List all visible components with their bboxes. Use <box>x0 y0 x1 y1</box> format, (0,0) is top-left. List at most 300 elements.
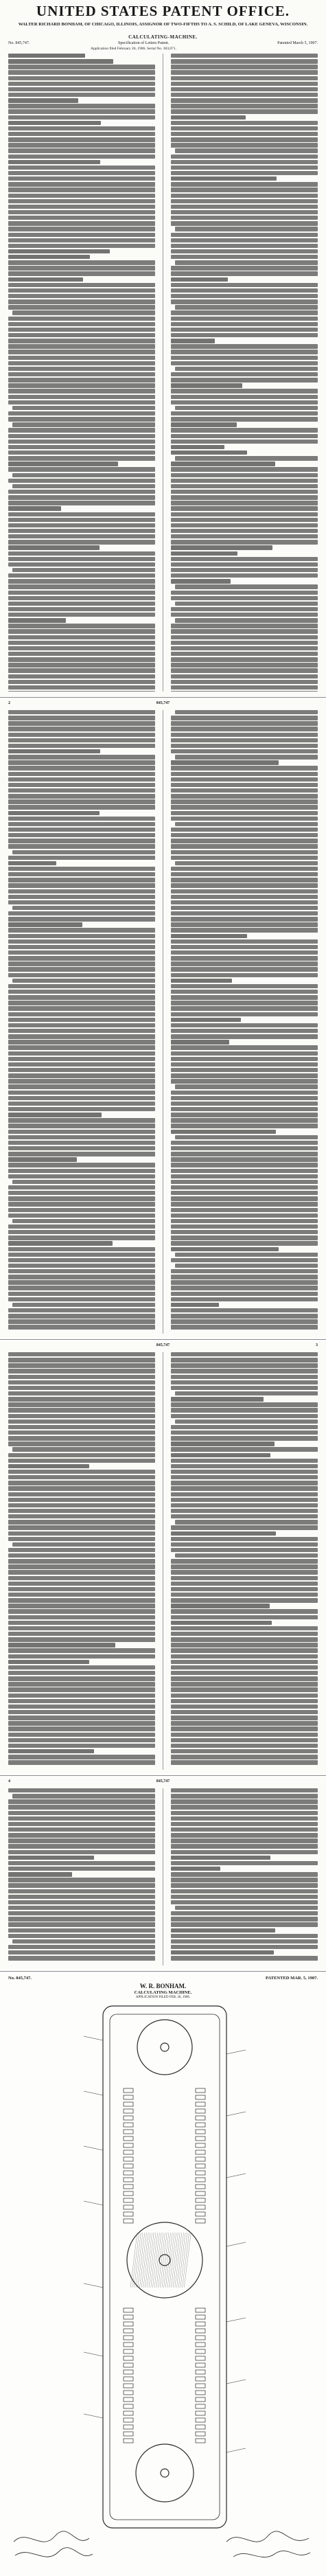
text-line <box>12 1794 155 1798</box>
text-line <box>171 1548 318 1552</box>
key-slot <box>196 2356 205 2360</box>
text-line <box>8 1509 155 1513</box>
text-line <box>8 244 155 248</box>
text-line <box>8 1292 155 1296</box>
text-line <box>171 950 318 955</box>
key-slot <box>196 2205 205 2209</box>
text-line <box>8 883 155 887</box>
text-line <box>171 1950 274 1954</box>
text-line <box>171 788 318 793</box>
text-line <box>8 540 155 544</box>
text-line <box>171 288 318 293</box>
page-patent-number: 845,747 <box>156 701 170 705</box>
text-line <box>8 1084 155 1088</box>
text-line <box>8 1654 155 1659</box>
text-line <box>8 1486 155 1490</box>
drawing-application-line: APPLICATION FILED FEB. 26, 1906. <box>135 1996 191 1999</box>
text-line <box>171 1079 318 1083</box>
text-line <box>8 1402 155 1406</box>
text-line <box>12 1939 155 1944</box>
hatch-line <box>171 2233 178 2288</box>
text-line <box>8 607 155 611</box>
text-line <box>171 1637 318 1641</box>
key-slot <box>196 2185 205 2189</box>
text-line <box>171 1503 318 1507</box>
text-line <box>171 738 318 742</box>
hatch-line <box>130 2233 137 2288</box>
text-line <box>171 844 318 848</box>
patent-page-2 <box>0 699 326 1338</box>
text-line <box>8 1498 155 1502</box>
text-line <box>171 635 318 639</box>
text-line <box>8 1726 155 1731</box>
text-line <box>12 1180 155 1184</box>
page-patent-number: 845,747 <box>156 1779 170 1783</box>
drawing-patented-date: PATENTED MAR. 5, 1907. <box>266 1976 318 1981</box>
text-line <box>175 602 318 606</box>
text-line <box>171 1721 318 1725</box>
text-line <box>171 461 275 466</box>
text-line <box>8 990 155 994</box>
text-line <box>171 945 318 949</box>
text-line <box>171 1057 318 1061</box>
text-line <box>171 1564 318 1569</box>
text-line <box>8 1453 155 1457</box>
text-line <box>12 484 155 488</box>
text-line <box>171 506 318 510</box>
text-line <box>12 1219 155 1223</box>
text-line <box>171 878 318 882</box>
text-line <box>8 333 155 337</box>
text-line <box>171 182 318 186</box>
text-line <box>171 1531 276 1536</box>
key-slot <box>124 2404 133 2408</box>
text-line <box>8 1107 155 1111</box>
text-line <box>171 333 318 337</box>
text-line <box>171 1621 272 1625</box>
text-line <box>8 691 155 692</box>
text-line <box>171 1045 318 1049</box>
text-line <box>8 176 155 181</box>
text-line <box>171 1269 318 1273</box>
text-line <box>8 917 155 921</box>
text-line <box>171 1102 318 1106</box>
text-line <box>8 266 155 270</box>
text-line <box>171 663 318 667</box>
text-line <box>171 1191 318 1195</box>
text-line <box>8 1872 72 1876</box>
text-line <box>171 967 318 971</box>
text-line <box>8 1431 155 1435</box>
text-line <box>8 1537 155 1541</box>
leader-line <box>84 2146 103 2150</box>
text-line <box>171 1275 318 1279</box>
text-line <box>8 663 155 667</box>
text-line <box>8 1230 155 1234</box>
patent-meta <box>8 41 318 51</box>
text-line <box>8 356 155 360</box>
text-line <box>8 1520 155 1524</box>
text-line <box>8 1760 155 1764</box>
hatch-line <box>156 2233 163 2288</box>
text-line <box>8 1564 155 1569</box>
text-line <box>8 1208 155 1212</box>
text-line <box>8 187 155 192</box>
text-line <box>171 277 228 282</box>
text-line <box>8 1609 155 1613</box>
text-line <box>171 1883 318 1887</box>
text-line <box>171 716 318 720</box>
text-line <box>8 1637 155 1641</box>
text-line <box>171 1297 318 1301</box>
text-line <box>8 70 155 74</box>
text-line <box>171 545 272 549</box>
leader-line <box>226 2174 246 2178</box>
text-line <box>8 1006 155 1010</box>
calculating-machine-figure <box>0 1999 326 2576</box>
text-line <box>171 1029 318 1033</box>
key-slot <box>124 2397 133 2402</box>
center-dial <box>127 2222 202 2298</box>
text-line <box>8 1386 155 1390</box>
text-line <box>8 98 78 102</box>
hatch-line <box>183 2233 189 2288</box>
text-line <box>171 1230 318 1234</box>
text-line <box>171 271 318 275</box>
text-line <box>171 479 318 483</box>
hatch-line <box>152 2233 159 2288</box>
text-line <box>8 1593 155 1597</box>
text-line <box>8 1934 155 1938</box>
text-line <box>8 1710 155 1714</box>
text-line <box>171 856 318 860</box>
text-line <box>8 716 155 720</box>
text-line <box>8 440 155 444</box>
text-line <box>8 861 56 865</box>
text-line <box>8 1464 89 1468</box>
text-line <box>8 210 155 214</box>
text-line <box>8 1325 155 1329</box>
top-dial <box>137 2020 192 2075</box>
text-line <box>8 367 155 371</box>
text-line <box>171 344 318 348</box>
leader-line <box>84 2036 103 2040</box>
text-line <box>8 1146 155 1150</box>
key-slot <box>196 2123 205 2127</box>
hatch-line <box>132 2233 139 2288</box>
text-line <box>8 939 155 944</box>
text-line <box>12 906 155 910</box>
text-line <box>8 104 155 108</box>
text-line <box>8 361 155 365</box>
text-line <box>8 1733 155 1737</box>
text-line <box>8 1671 155 1675</box>
text-line <box>171 1609 318 1613</box>
text-line <box>171 1414 318 1418</box>
text-line <box>8 928 155 932</box>
text-line <box>8 1665 155 1669</box>
text-line <box>8 1441 155 1446</box>
text-line <box>8 260 155 264</box>
text-line <box>8 1945 155 1949</box>
text-line <box>171 889 318 893</box>
text-line <box>8 534 155 538</box>
key-slot <box>196 2308 205 2312</box>
text-line <box>175 822 318 826</box>
key-slot <box>124 2391 133 2395</box>
text-line <box>8 1196 155 1200</box>
text-line <box>171 216 318 220</box>
text-line <box>171 1464 318 1468</box>
text-line <box>8 1811 155 1815</box>
key-slot <box>196 2315 205 2319</box>
text-line <box>171 82 318 86</box>
hatch-line <box>178 2233 185 2288</box>
key-slot <box>124 2418 133 2422</box>
text-line <box>8 1716 155 1720</box>
text-line <box>171 1196 318 1200</box>
text-line <box>8 950 155 955</box>
text-line <box>8 557 155 561</box>
text-line <box>171 961 318 966</box>
hatch-line <box>164 2233 171 2288</box>
text-line <box>8 434 155 438</box>
text-line <box>171 1006 318 1010</box>
text-line <box>8 1062 155 1067</box>
text-line <box>171 484 318 488</box>
text-line <box>8 93 155 97</box>
text-line <box>171 1632 318 1636</box>
text-line <box>8 1113 102 1117</box>
key-slot <box>196 2198 205 2202</box>
text-line <box>8 822 155 826</box>
text-line <box>8 749 100 753</box>
text-line <box>8 400 155 404</box>
text-line <box>8 495 155 499</box>
text-line <box>171 187 318 192</box>
text-line <box>171 1018 241 1022</box>
text-line <box>171 1939 318 1944</box>
text-line <box>171 1481 318 1485</box>
hatch-line <box>143 2233 150 2288</box>
text-line <box>8 65 155 69</box>
text-line <box>8 1012 155 1016</box>
text-line <box>8 1950 155 1954</box>
text-line <box>171 1235 318 1240</box>
text-line <box>8 1799 155 1803</box>
text-line <box>8 1676 155 1680</box>
text-line <box>8 322 155 326</box>
text-line <box>171 534 318 538</box>
leader-line <box>226 2050 246 2054</box>
text-line <box>171 339 215 343</box>
text-line <box>171 1788 318 1792</box>
text-line <box>8 755 155 759</box>
text-line <box>175 710 318 714</box>
text-column-right <box>171 1788 318 1965</box>
text-line <box>8 783 155 787</box>
text-line <box>171 1833 318 1837</box>
text-line <box>8 833 155 837</box>
text-line <box>171 1895 318 1899</box>
text-line <box>171 1626 318 1630</box>
text-line <box>171 244 318 248</box>
hatch-line <box>140 2233 147 2288</box>
text-line <box>8 1816 155 1821</box>
text-line <box>171 783 318 787</box>
text-line <box>8 1169 155 1173</box>
text-line <box>8 1308 155 1312</box>
text-line <box>175 148 318 152</box>
text-line <box>8 1570 155 1574</box>
drawing-inventor: W. R. BONHAM. <box>139 1983 187 1990</box>
leader-line <box>226 2318 246 2322</box>
text-line <box>175 1420 318 1424</box>
page-index: 4 <box>8 1779 10 1783</box>
text-line <box>8 1582 155 1586</box>
text-line <box>171 1816 318 1821</box>
text-line <box>8 445 155 449</box>
page-header <box>0 1343 326 1350</box>
text-line <box>171 1386 318 1390</box>
text-line <box>171 1062 318 1067</box>
text-line <box>171 766 318 770</box>
page-header <box>0 701 326 708</box>
text-line <box>8 54 85 58</box>
text-line <box>8 137 155 141</box>
text-line <box>171 1325 318 1329</box>
text-line <box>171 839 318 843</box>
text-line <box>171 490 318 494</box>
text-line <box>171 973 318 977</box>
key-slot <box>196 2212 205 2216</box>
text-line <box>8 1481 155 1485</box>
hatch-line <box>145 2233 152 2288</box>
text-line <box>171 1850 318 1854</box>
key-slot <box>124 2425 133 2429</box>
text-line <box>8 490 155 494</box>
text-line <box>171 389 318 393</box>
text-line <box>8 744 155 748</box>
text-line <box>8 529 155 533</box>
text-line <box>171 1509 318 1513</box>
text-line <box>171 126 318 130</box>
text-line <box>171 1598 318 1602</box>
text-line <box>171 624 318 628</box>
text-line <box>12 1303 155 1307</box>
hatch-line <box>165 2233 172 2288</box>
text-line <box>8 961 155 966</box>
text-line <box>8 973 155 977</box>
text-line <box>8 317 155 321</box>
text-line <box>8 584 155 589</box>
text-line <box>171 317 318 321</box>
text-line <box>171 512 318 516</box>
text-line <box>171 1402 318 1406</box>
text-line <box>8 1883 155 1887</box>
text-line <box>8 1705 155 1709</box>
text-line <box>171 1363 318 1367</box>
text-line <box>8 1805 155 1809</box>
hatch-line <box>154 2233 161 2288</box>
text-line <box>8 618 66 622</box>
text-line <box>171 1169 318 1173</box>
text-line <box>171 1219 318 1223</box>
page-separator <box>0 697 326 698</box>
text-line <box>8 1253 155 1257</box>
text-line <box>171 805 318 809</box>
text-line <box>12 473 155 477</box>
text-line <box>8 1911 155 1915</box>
text-line <box>171 205 318 209</box>
key-slot <box>124 2356 133 2360</box>
key-slot <box>196 2432 205 2436</box>
text-line <box>12 310 155 315</box>
text-line <box>171 76 318 80</box>
leader-line <box>84 2352 103 2356</box>
text-column-left <box>8 1788 155 1965</box>
text-line <box>8 428 155 432</box>
text-line <box>8 1141 155 1145</box>
text-line <box>8 1699 155 1703</box>
key-slot <box>124 2439 133 2443</box>
page-separator <box>0 1775 326 1776</box>
key-slot <box>196 2343 205 2347</box>
text-line <box>171 361 318 365</box>
key-slot <box>124 2329 133 2333</box>
text-line <box>171 917 318 921</box>
text-line <box>8 467 155 471</box>
hatch-line <box>151 2233 158 2288</box>
text-line <box>171 1687 318 1691</box>
text-line <box>175 305 318 309</box>
key-slot <box>124 2178 133 2182</box>
specification-line: Specification of Letters Patent. <box>118 41 170 45</box>
key-slot <box>124 2322 133 2326</box>
text-line <box>171 613 318 617</box>
text-line <box>171 1068 318 1072</box>
text-line <box>8 171 155 175</box>
text-line <box>8 518 155 522</box>
key-slot <box>124 2109 133 2113</box>
text-line <box>8 799 155 803</box>
text-line <box>175 367 318 371</box>
text-line <box>171 1900 318 1904</box>
text-line <box>171 573 318 578</box>
text-line <box>171 928 318 932</box>
hatch-line <box>134 2233 141 2288</box>
text-line <box>171 1051 318 1056</box>
text-line <box>175 227 318 231</box>
text-line <box>171 70 318 74</box>
text-line <box>171 1733 318 1737</box>
text-line <box>171 115 246 119</box>
text-line <box>171 674 318 679</box>
key-slot <box>124 2136 133 2141</box>
patent-number: No. 845,747. <box>8 41 30 45</box>
key-slot <box>196 2329 205 2333</box>
text-line <box>171 1716 318 1720</box>
text-line <box>8 1648 155 1652</box>
text-line <box>171 641 318 645</box>
text-line <box>171 1470 318 1474</box>
key-slot <box>124 2349 133 2353</box>
text-line <box>8 271 155 275</box>
key-slot <box>196 2088 205 2093</box>
text-line <box>171 777 318 782</box>
text-line <box>171 1838 318 1843</box>
text-line <box>171 1459 318 1463</box>
